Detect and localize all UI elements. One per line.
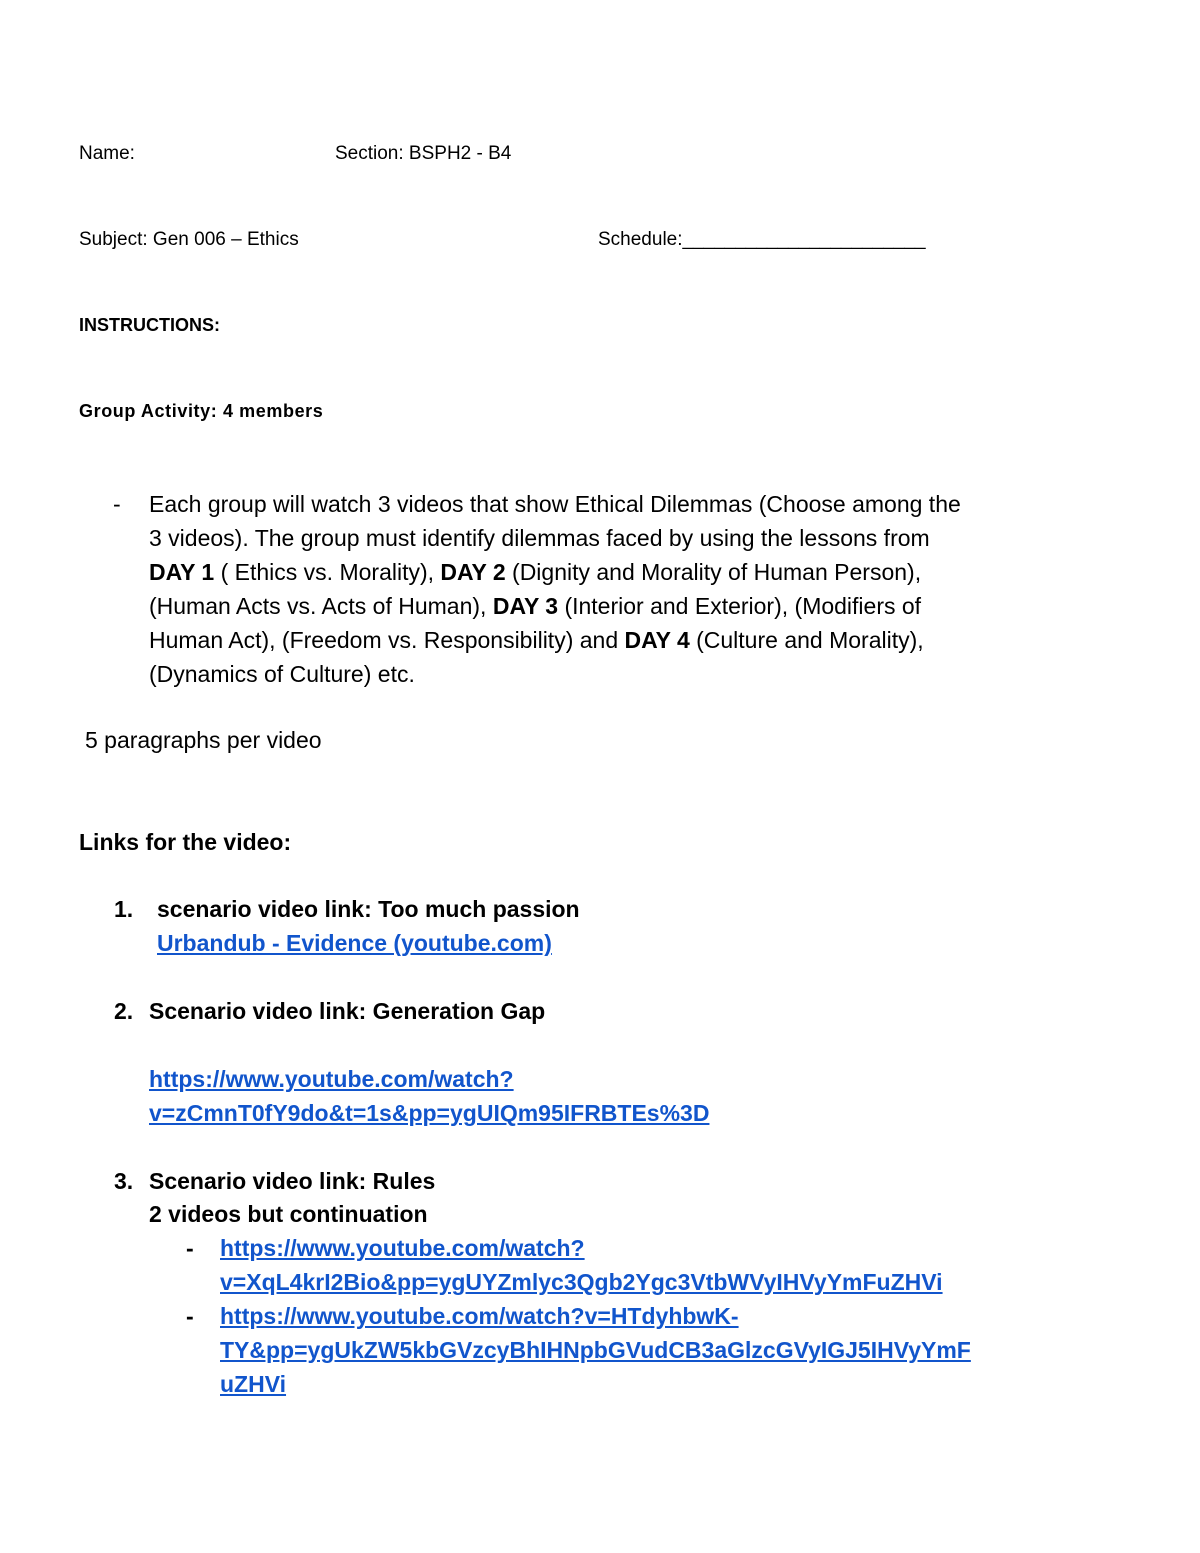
video-1-number: 1. <box>114 896 134 922</box>
video-1-link[interactable]: Urbandub - Evidence (youtube.com) <box>157 930 552 956</box>
video-3b-link-line1[interactable]: https://www.youtube.com/watch?v=HTdyhbwK- <box>220 1303 739 1329</box>
paragraphs-note: 5 paragraphs per video <box>85 727 322 753</box>
day3-label: DAY 3 <box>492 593 559 619</box>
video-3b-link-line2[interactable]: TY&pp=ygUkZW5kbGVzcyBhIHNpbGVudCB3aGlzcGVyIGJ5IHVyYmF <box>220 1337 971 1363</box>
day2-text: (Dignity and Morality of Human Person), <box>505 559 922 585</box>
instructions-heading: INSTRUCTIONS: <box>79 315 220 335</box>
day2-label: DAY 2 <box>440 559 506 585</box>
video-3b-link-line3[interactable]: uZHVi <box>220 1371 287 1397</box>
day3-text: (Interior and Exterior), (Modifiers of <box>558 593 922 619</box>
day1-text: ( Ethics vs. Morality), <box>214 559 441 585</box>
day1-label: DAY 1 <box>149 559 215 585</box>
video-2-link-line1[interactable]: https://www.youtube.com/watch? <box>149 1066 514 1092</box>
video-3b-marker: - <box>186 1303 194 1329</box>
video-3-number: 3. <box>114 1168 134 1194</box>
task-bullet-marker: - <box>113 491 121 517</box>
name-label: Name: <box>79 143 135 164</box>
task-line: (Dynamics of Culture) etc. <box>149 661 415 687</box>
task-line-day4 <box>149 623 1079 657</box>
day4-text: (Culture and Morality), <box>689 627 924 653</box>
day4-label: DAY 4 <box>624 627 690 653</box>
task-description <box>149 487 1079 691</box>
video-2-title: Scenario video link: Generation Gap <box>149 998 546 1024</box>
line4-prefix: (Human Acts vs. Acts of Human), <box>149 593 493 619</box>
section-label: Section: BSPH2 - B4 <box>335 143 512 164</box>
video-2-link-line2[interactable]: v=zCmnT0fY9do&t=1s&pp=ygUIQm95IFRBTEs%3D <box>149 1100 710 1126</box>
group-activity-label: Group Activity: 4 members <box>79 401 324 421</box>
line5-prefix: Human Act), (Freedom vs. Responsibility) and <box>149 627 625 653</box>
video-2-number: 2. <box>114 998 134 1024</box>
task-line: 3 videos). The group must identify dilemmas faced by using the lessons from <box>149 525 930 551</box>
schedule-label: Schedule:_______________________ <box>598 229 926 250</box>
video-3a-marker: - <box>186 1235 194 1261</box>
links-heading: Links for the video: <box>79 829 292 855</box>
task-line: Each group will watch 3 videos that show Ethical Dilemmas (Choose among the <box>149 491 961 517</box>
video-1-title: scenario video link: Too much passion <box>157 896 580 922</box>
video-3a-link-line1[interactable]: https://www.youtube.com/watch? <box>220 1235 585 1261</box>
task-line-day3 <box>149 589 1079 623</box>
subject-label: Subject: Gen 006 – Ethics <box>79 229 299 250</box>
video-3-title: Scenario video link: Rules <box>149 1168 436 1194</box>
task-line-days <box>149 555 1079 589</box>
video-3a-link-line2[interactable]: v=XqL4krI2Bio&pp=ygUYZmlyc3Qgb2Ygc3VtbWVyIHVyYmFuZHVi <box>220 1269 943 1295</box>
video-3-subtitle: 2 videos but continuation <box>149 1201 428 1227</box>
